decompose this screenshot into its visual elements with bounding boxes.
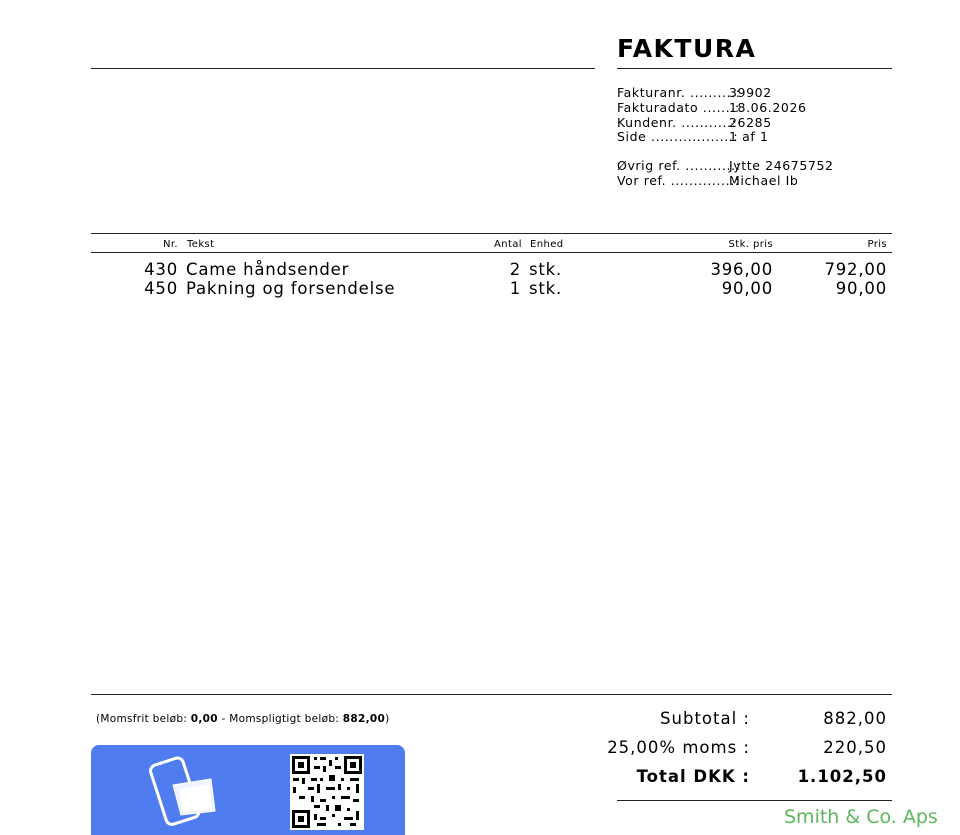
our-ref-value: Michael Ib bbox=[729, 173, 799, 188]
vat-note-suffix: ) bbox=[385, 713, 390, 725]
customer-number-row bbox=[617, 115, 772, 130]
our-ref-label: Vor ref. ..............: bbox=[617, 173, 740, 188]
header-rule-right bbox=[617, 68, 892, 69]
col-header-nr: Nr. bbox=[162, 239, 178, 250]
row2-unit-price: 90,00 bbox=[721, 279, 773, 298]
customer-number-label: Kundenr. ...........: bbox=[617, 115, 737, 130]
row1-text: Came håndsender bbox=[186, 260, 350, 279]
invoice-date-value: 18.06.2026 bbox=[729, 100, 807, 115]
header-rule-left bbox=[91, 68, 595, 69]
vat-note-mid: - Momspligtigt beløb: bbox=[221, 713, 340, 725]
company-name: Smith & Co. Aps bbox=[784, 806, 938, 828]
payment-banner bbox=[91, 745, 405, 835]
invoice-number-label: Fakturanr. ..........: bbox=[617, 85, 741, 100]
subtotal-label: Subtotal : bbox=[660, 709, 750, 728]
row1-nr: 430 bbox=[144, 260, 178, 279]
qr-code bbox=[290, 754, 364, 830]
vat-label: 25,00% moms : bbox=[607, 738, 750, 757]
subtotal-value: 882,00 bbox=[823, 709, 887, 728]
vat-exempt-amount: 0,00 bbox=[190, 713, 218, 725]
footer-rule bbox=[91, 694, 892, 695]
document-title: FAKTURA bbox=[617, 34, 757, 63]
col-header-text: Tekst bbox=[187, 239, 215, 250]
totals-rule bbox=[617, 800, 892, 801]
row2-text: Pakning og forsendelse bbox=[186, 279, 396, 298]
invoice-date-row bbox=[617, 100, 807, 115]
vat-taxable-amount: 882,00 bbox=[342, 713, 386, 725]
vat-note bbox=[96, 713, 390, 725]
row1-unit: stk. bbox=[529, 260, 563, 279]
other-ref-value: Jytte 24675752 bbox=[729, 158, 834, 173]
row2-qty: 1 bbox=[509, 279, 521, 298]
row1-qty: 2 bbox=[509, 260, 521, 279]
invoice-number-value: 39902 bbox=[729, 85, 772, 100]
page-row bbox=[617, 129, 769, 144]
total-label: Total DKK : bbox=[636, 767, 750, 786]
row1-price: 792,00 bbox=[824, 260, 887, 279]
invoice-number-row bbox=[617, 85, 772, 100]
row1-unit-price: 396,00 bbox=[710, 260, 773, 279]
our-ref-row bbox=[617, 173, 798, 188]
table-header-rule bbox=[91, 252, 892, 253]
total-value: 1.102,50 bbox=[797, 767, 887, 786]
vat-note-prefix: (Momsfrit beløb: bbox=[96, 713, 188, 725]
other-ref-label: Øvrig ref. ...........: bbox=[617, 158, 741, 173]
page-value: 1 af 1 bbox=[729, 129, 769, 144]
col-header-unit: Enhed bbox=[530, 239, 564, 250]
row2-nr: 450 bbox=[144, 279, 178, 298]
col-header-price: Pris bbox=[867, 239, 887, 250]
table-top-rule bbox=[91, 233, 892, 234]
invoice-date-label: Fakturadato .......: bbox=[617, 100, 740, 115]
vat-value: 220,50 bbox=[823, 738, 887, 757]
row2-price: 90,00 bbox=[835, 279, 887, 298]
customer-number-value: 26285 bbox=[729, 115, 772, 130]
page-label: Side ..................: bbox=[617, 129, 739, 144]
col-header-unit-price: Stk. pris bbox=[728, 239, 773, 250]
other-ref-row bbox=[617, 158, 834, 173]
row2-unit: stk. bbox=[529, 279, 563, 298]
col-header-qty: Antal bbox=[493, 239, 522, 250]
